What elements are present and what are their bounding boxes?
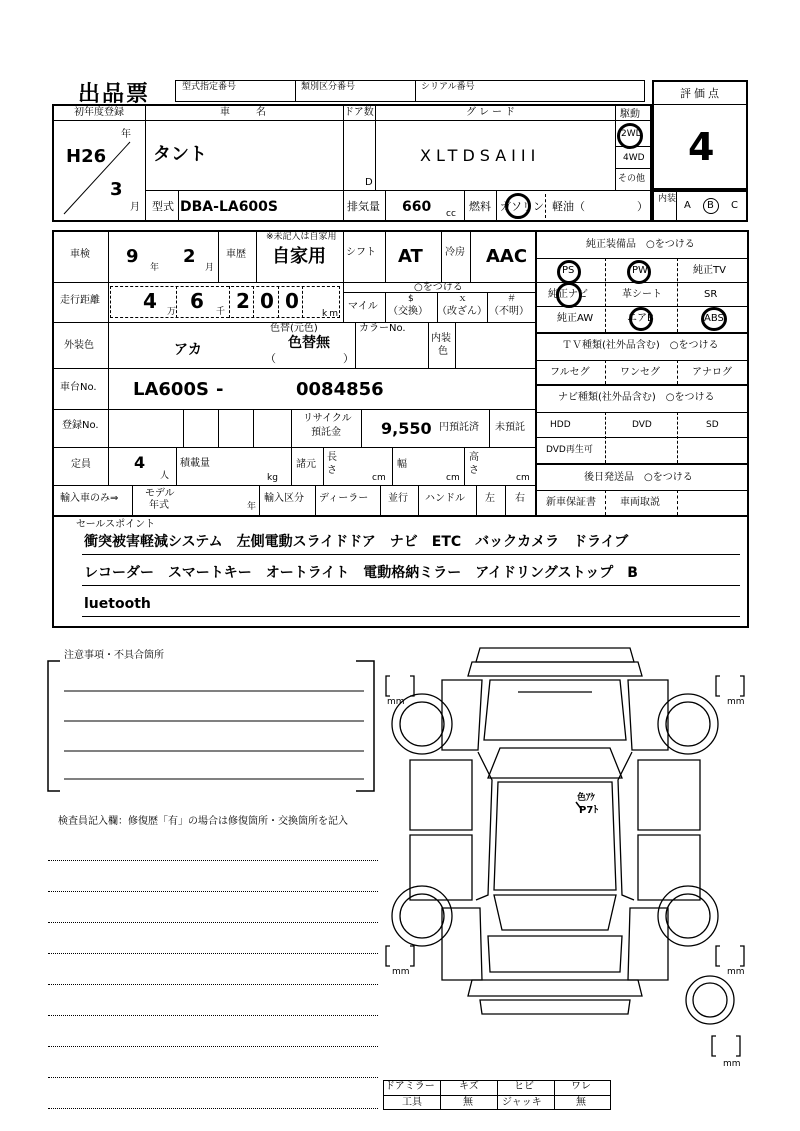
handle-label: ハンドル xyxy=(425,493,465,504)
color-no-label: カラーNo. xyxy=(359,323,406,334)
mm-unit-front-left: mm xyxy=(387,697,405,707)
model-year-unit: 年 xyxy=(247,502,257,512)
interior-label: 内装 xyxy=(658,194,677,204)
mileage-label: 走行距離 xyxy=(60,295,100,306)
inspector-notes-label: 検査員記入欄：修復歴「有」の場合は修復箇所・交換箇所を記入 xyxy=(58,816,348,827)
grade-value: XLTDSAIII xyxy=(420,146,541,165)
shift-value: AT xyxy=(398,246,423,267)
import-category-label: 輸入区分 xyxy=(264,493,304,504)
serial-number-label: シリアル番号 xyxy=(421,82,475,92)
caution-label: 注意事項・不具合箇所 xyxy=(64,650,164,661)
type-designation-label: 型式指定番号 xyxy=(182,82,237,92)
ac-label: 冷房 xyxy=(445,247,465,258)
tv-analog: アナログ xyxy=(692,367,732,378)
recycle-not-deposited: 未預託 xyxy=(495,422,525,433)
shaken-year-unit: 年 xyxy=(150,263,160,273)
legend-scratch: キズ xyxy=(459,1081,479,1092)
load-kg-unit: kg xyxy=(267,473,278,483)
chassis-number: 0084856 xyxy=(296,379,384,400)
handle-right: 右 xyxy=(515,493,525,504)
handle-left: 左 xyxy=(485,493,495,504)
recycle-deposited: 円預託済 xyxy=(439,422,479,433)
color-change-label: 色替(元色) xyxy=(270,323,318,334)
length-cm-unit: cm xyxy=(372,473,386,483)
damage-mark-1: 色ｱｹ xyxy=(577,793,596,803)
width-cm-unit: cm xyxy=(446,473,460,483)
sales-line-1: 衝突被害軽減システム 左側電動スライドドア ナビ ETC バックカメラ ドライブ xyxy=(84,534,629,550)
mileage-unknown: （不明） xyxy=(489,306,529,317)
displacement-value: 660 xyxy=(402,199,432,215)
caution-bracket xyxy=(40,655,385,800)
chassis-label: 車台No. xyxy=(60,382,97,393)
legend-break: ワレ xyxy=(571,1081,591,1092)
mm-unit-rear-left: mm xyxy=(392,967,410,977)
sales-line-2: レコーダー スマートキー オートライト 電動格納ミラー アイドリングストップ B xyxy=(84,565,638,581)
equip-ps: PS xyxy=(562,265,575,276)
chassis-dash: - xyxy=(216,379,224,400)
tv-fullseg: フルセグ xyxy=(550,367,590,378)
mileage-circle-note: ○をつける xyxy=(414,282,463,293)
history-value: 自家用 xyxy=(272,246,326,267)
interior-b: B xyxy=(707,200,714,211)
color-change-value: 色替無 xyxy=(288,335,330,351)
navi-sd: SD xyxy=(706,420,719,430)
fuel-gasoline-circle xyxy=(505,193,531,219)
mileage-dollar: $ xyxy=(408,294,414,304)
reg-era: H26 xyxy=(66,146,107,167)
legend-jack-value: 無 xyxy=(576,1097,586,1108)
mileage-exchanged: （交換） xyxy=(388,306,428,317)
recycle-amount: 9,550 xyxy=(381,419,432,438)
later-manual: 車両取説 xyxy=(620,497,660,508)
exterior-color: アカ xyxy=(174,342,202,358)
capacity-label: 定員 xyxy=(71,459,91,470)
model-year-label-2: 年式 xyxy=(149,500,169,511)
legend-jack: ジャッキ xyxy=(502,1097,542,1108)
tv-type-title: ＴＶ種類(社外品含む) ○をつける xyxy=(562,340,719,351)
grade-label: グレード xyxy=(466,107,518,118)
displacement-label: 排気量 xyxy=(347,200,380,213)
height-cm-unit: cm xyxy=(516,473,530,483)
rating-label: 評価点 xyxy=(680,87,722,100)
import-only-label: 輸入車のみ⇒ xyxy=(60,493,119,504)
interior-b-circle xyxy=(703,198,719,214)
legend-tools: 工具 xyxy=(402,1097,422,1108)
height-label-1: 高 xyxy=(469,452,479,463)
car-name: タント xyxy=(153,144,207,165)
equip-abs: ABS xyxy=(704,313,724,324)
mileage-man-unit: 万 xyxy=(167,307,177,317)
reg-month: 3 xyxy=(110,179,123,200)
door-count-label: ドア数 xyxy=(344,107,374,118)
equip-pw: PW xyxy=(632,265,648,276)
shaken-month: 2 xyxy=(183,246,196,267)
mileage-hash: ＃ xyxy=(507,294,517,304)
rating-value: 4 xyxy=(688,125,715,169)
legend-tools-value: 無 xyxy=(463,1097,473,1108)
fuel-label: 燃料 xyxy=(469,200,491,213)
later-shipment-title: 後日発送品 ○をつける xyxy=(584,472,693,483)
sales-point-label: セールスポイント xyxy=(76,519,156,530)
later-warranty: 新車保証書 xyxy=(546,497,596,508)
chassis-model: LA600S xyxy=(133,379,209,400)
interior-a: A xyxy=(684,200,691,211)
navi-type-title: ナビ種類(社外品含む) ○をつける xyxy=(558,392,715,403)
navi-dvd: DVD xyxy=(632,420,652,430)
equip-airbag: エアB xyxy=(627,313,654,324)
year-unit: 年 xyxy=(121,129,131,140)
cc-unit: cc xyxy=(446,209,456,219)
model-value: DBA-LA600S xyxy=(180,199,278,215)
category-number-label: 類別区分番号 xyxy=(301,82,356,92)
shaken-month-unit: 月 xyxy=(205,263,215,273)
model-label: 型式 xyxy=(152,200,174,213)
month-unit: 月 xyxy=(130,202,140,213)
color-paren-close: ） xyxy=(343,352,354,365)
interior-color-label-1: 内装 xyxy=(431,333,451,344)
mileage-x: ｘ xyxy=(458,294,468,304)
exterior-color-label: 外装色 xyxy=(64,340,94,351)
car-damage-diagram xyxy=(380,640,750,1080)
drive-other: その他 xyxy=(618,174,646,184)
import-parallel: 並行 xyxy=(388,493,408,504)
registration-no-label: 登録No. xyxy=(62,420,99,431)
equip-sunroof: SR xyxy=(704,289,718,300)
legend-crack: ヒビ xyxy=(514,1081,534,1092)
capacity-value: 4 xyxy=(134,453,146,472)
drive-2wd: 2WD xyxy=(621,129,643,139)
history-label: 車歴 xyxy=(226,249,246,260)
equipment-title: 純正装備品 ○をつける xyxy=(586,239,695,250)
equip-leather-seat: 革シート xyxy=(622,289,662,300)
drive-4wd: 4WD xyxy=(623,153,645,163)
equip-ps-circle xyxy=(557,260,581,284)
mm-unit-spare: mm xyxy=(723,1059,741,1069)
mileage-digit-3: 2 xyxy=(236,289,250,313)
load-capacity-label: 積載量 xyxy=(180,458,210,469)
mileage-tampered: （改ざん） xyxy=(437,306,487,317)
equip-pw-circle xyxy=(627,260,651,284)
mileage-digit-4: 0 xyxy=(260,289,274,313)
model-year-label-1: モデル xyxy=(145,488,175,499)
capacity-unit: 人 xyxy=(160,471,170,481)
equip-genuine-aw: 純正AW xyxy=(557,313,594,324)
height-label-2: さ xyxy=(469,465,479,476)
equip-navi-circle xyxy=(556,282,582,308)
navi-hdd: HDD xyxy=(550,420,571,430)
dimensions-label: 諸元 xyxy=(296,459,316,470)
fuel-diesel: 軽油（ xyxy=(552,200,585,213)
import-dealer: ディーラー xyxy=(319,493,369,504)
mileage-digit-2: 6 xyxy=(190,289,204,313)
reg-date-diagonal xyxy=(58,129,138,218)
tv-oneseg: ワンセグ xyxy=(620,367,660,378)
equip-genuine-tv: 純正TV xyxy=(693,265,726,276)
mileage-km-unit: km xyxy=(322,309,340,319)
fuel-gasoline: ガソリン xyxy=(500,200,544,213)
drive-2wd-circle xyxy=(617,123,643,149)
shaken-label: 車検 xyxy=(70,249,90,260)
mm-unit-front-right: mm xyxy=(727,697,745,707)
length-label-1: 長 xyxy=(327,452,337,463)
mm-unit-rear-right: mm xyxy=(727,967,745,977)
color-paren-open: （ xyxy=(265,352,276,365)
mileage-digit-1: 4 xyxy=(143,289,157,313)
history-note: ※未記入は自家用 xyxy=(266,232,337,242)
first-reg-label: 初年度登録 xyxy=(74,107,124,118)
fuel-diesel-close: ） xyxy=(637,200,648,213)
width-label: 幅 xyxy=(397,459,407,470)
equip-airbag-circle xyxy=(629,307,653,331)
form-title: 出品票 xyxy=(78,82,151,107)
sales-line-3: luetooth xyxy=(84,596,151,612)
drive-label: 駆動 xyxy=(620,109,640,120)
interior-color-label-2: 色 xyxy=(438,346,448,357)
mileage-sen-unit: 千 xyxy=(216,307,226,317)
shift-label: シフト xyxy=(346,247,376,258)
recycle-label-2: 預託金 xyxy=(311,427,341,438)
car-name-label: 車 名 xyxy=(220,107,268,118)
shaken-year: 9 xyxy=(126,246,139,267)
interior-c: C xyxy=(731,200,738,211)
mileage-digit-5: 0 xyxy=(285,289,299,313)
recycle-label-1: リサイクル xyxy=(303,413,352,424)
equip-genuine-navi: 純正ナビ xyxy=(548,289,588,300)
ac-value: AAC xyxy=(486,246,528,267)
damage-mark-2: P7ﾄ xyxy=(579,805,599,816)
equip-abs-circle xyxy=(701,307,727,331)
legend-door-mirror: ドアミラー xyxy=(385,1081,435,1092)
length-label-2: さ xyxy=(327,465,337,476)
navi-dvd-playback: DVD再生可 xyxy=(546,445,593,455)
door-count-unit: D xyxy=(365,177,373,188)
mileage-mile: マイル xyxy=(348,301,378,312)
serial-fields-box xyxy=(175,80,645,102)
